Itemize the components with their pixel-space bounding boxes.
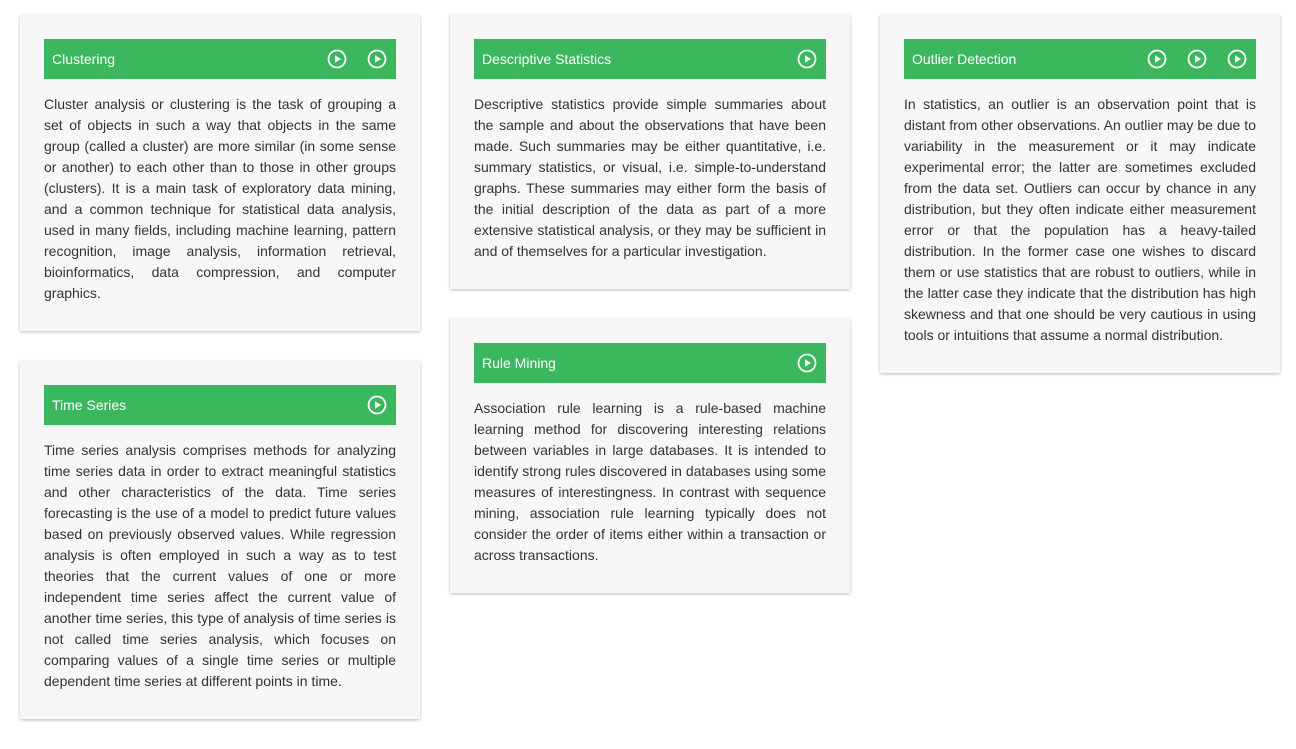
card-header xyxy=(44,385,396,425)
card-title: Time Series xyxy=(52,397,127,413)
card-clustering xyxy=(20,15,420,331)
play-circle-icon[interactable] xyxy=(796,352,818,374)
card-header xyxy=(474,343,826,383)
play-circle-icon[interactable] xyxy=(1186,48,1208,70)
card-title: Clustering xyxy=(52,51,116,67)
column-3 xyxy=(880,15,1280,403)
play-circle-icon[interactable] xyxy=(326,48,348,70)
play-circle-icon[interactable] xyxy=(1226,48,1248,70)
card-time-series xyxy=(20,361,420,719)
card-description: Cluster analysis or clustering is the task of grouping a set of objects in such a way that objects in the same group (called a cluster) are more similar (in some sense or another) to each other than to those in other groups (clusters). It is a main task of exploratory data mining, and a common technique for statistical data analysis, used in many fields, including machine learning, pattern recognition, image analysis, information retrieval, bioinformatics, data compression, and computer graphics. xyxy=(44,96,396,301)
play-circle-icon[interactable] xyxy=(1146,48,1168,70)
card-header xyxy=(474,39,826,79)
card-title: Outlier Detection xyxy=(912,51,1017,67)
play-circle-icon[interactable] xyxy=(366,48,388,70)
card-header xyxy=(904,39,1256,79)
card-description: Time series analysis comprises methods for analyzing time series data in order to extract meaningful statistics and other characteristics of the data. Time series forecasting is the use of a model to predict future values based on previously observed values. While regression analysis is often employed in such a way as to test theories that the current values of one or more independent time series affect the current value of another time series, this type of analysis of time series is not called time series analysis, which focuses on comparing values of a single time series or multiple dependent time series at different points in time. xyxy=(44,442,396,689)
card-rule-mining xyxy=(450,319,850,593)
card-title: Rule Mining xyxy=(482,355,556,371)
play-circle-icon[interactable] xyxy=(796,48,818,70)
column-2 xyxy=(450,15,850,623)
card-description: Descriptive statistics provide simple summaries about the sample and about the observations that have been made. Such summaries may be either quantitative, i.e. summary statistics, or visual, i.e. simple-to-understand graphs. These summaries may either form the basis of the initial description of the data as part of a more extensive statistical analysis, or they may be sufficient in and of themselves for a particular investigation. xyxy=(474,96,826,259)
card-description: In statistics, an outlier is an observation point that is distant from other observations. An outlier may be due to variability in the measurement or it may indicate experimental error; the latter are sometimes excluded from the data set. Outliers can occur by chance in any distribution, but they often indicate either measurement error or that the population has a heavy-tailed distribution. In the former case one wishes to discard them or use statistics that are robust to outliers, while in the latter case they indicate that the distribution has high skewness and that one should be very cautious in using tools or intuitions that assume a normal distribution. xyxy=(904,96,1256,343)
column-1 xyxy=(20,15,420,749)
card-outlier-detection xyxy=(880,15,1280,373)
card-description: Association rule learning is a rule-based machine learning method for discovering interesting relations between variables in large databases. It is intended to identify strong rules discovered in databases using some measures of interestingness. In contrast with sequence mining, association rule learning typically does not consider the order of items either within a transaction or across transactions. xyxy=(474,400,826,563)
card-title: Descriptive Statistics xyxy=(482,51,612,67)
card-descriptive-statistics xyxy=(450,15,850,289)
card-header xyxy=(44,39,396,79)
play-circle-icon[interactable] xyxy=(366,394,388,416)
